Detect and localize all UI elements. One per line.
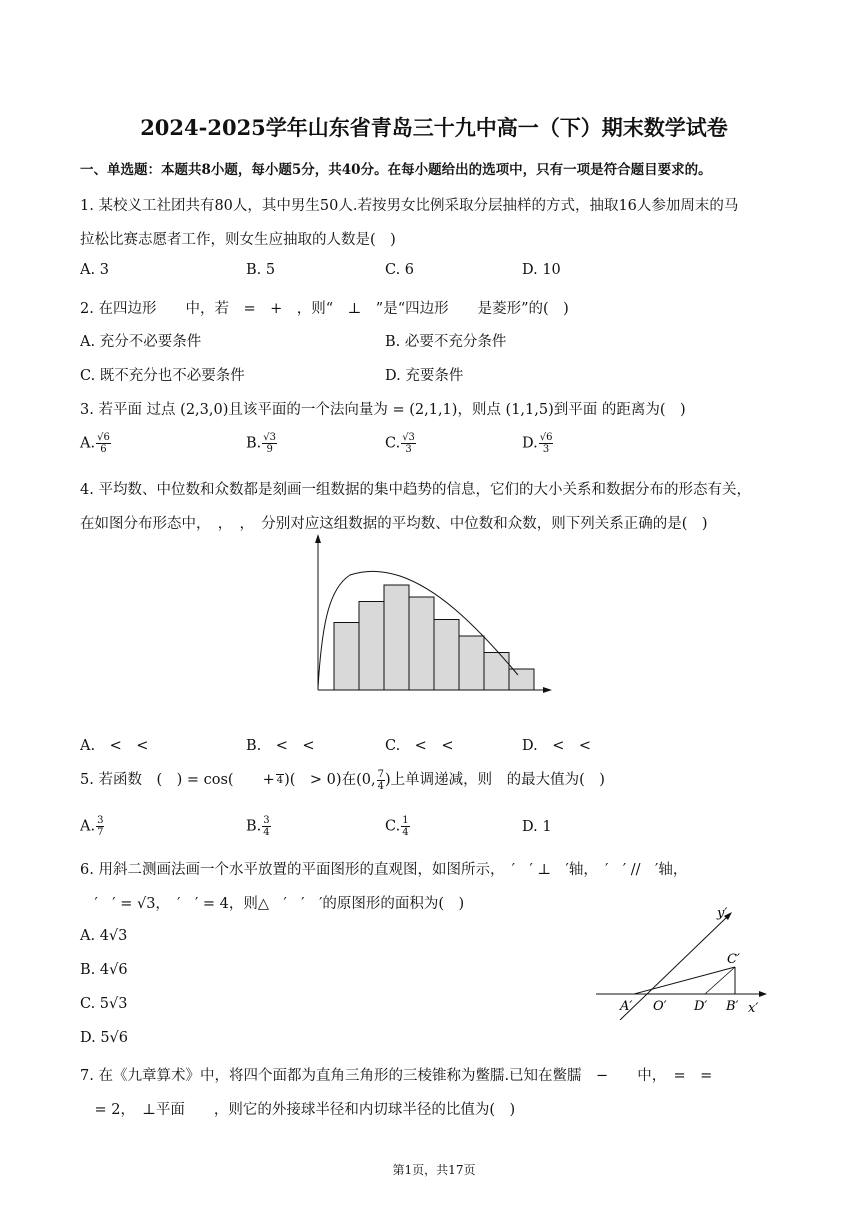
q2-line1: 2. 在四边形 中，若 = + ，则“ ⊥ ”是“四边形 是菱形”的( ): [80, 301, 569, 317]
label-d-prime: D′: [694, 999, 708, 1014]
q1-option-d: D. 10: [522, 262, 561, 278]
q5-option-b: B. $\frac{3}{4}$: [246, 815, 270, 838]
q6-option-a: A. 4√3: [80, 928, 128, 944]
q6-line2: ′ ′ = √3， ′ ′ = 4，则△ ′ ′ ′的原图形的面积为( ): [80, 896, 465, 912]
q7-line1: 7. 在《九章算术》中，将四个面都为直角三角形的三棱锥称为鳖臑.已知在鳖臑 − 中， = =: [80, 1068, 713, 1084]
q2-option-d: D. 充要条件: [385, 368, 464, 384]
q2-option-c: C. 既不充分也不必要条件: [80, 368, 245, 384]
histogram-bar: [409, 597, 434, 690]
label-b-prime: B′: [726, 999, 739, 1014]
page-title: 2024-2025学年山东省青岛三十九中高一（下）期末数学试卷: [140, 115, 728, 140]
histogram-bar: [384, 585, 409, 690]
label-a-prime: A′: [620, 999, 633, 1014]
page-footer: 第1页，共17页: [392, 1163, 476, 1177]
histogram-bar: [484, 653, 509, 691]
x-axis-arrow: [543, 687, 552, 693]
histogram-bar: [434, 620, 459, 691]
histogram-bar: [334, 623, 359, 691]
q2-option-b: B. 必要不充分条件: [385, 334, 507, 350]
y-prime-axis: [620, 916, 728, 1020]
histogram-bar: [509, 669, 534, 690]
histogram-bar: [459, 636, 484, 690]
section-heading: 一、单选题：本题共8小题，每小题5分，共40分。在每小题给出的选项中，只有一项是符合题目要求的。: [80, 162, 712, 178]
q3-option-b: B. $\frac{√3}{9}$: [246, 432, 276, 455]
q6-option-d: D. 5√6: [80, 1030, 129, 1046]
histogram-bar: [359, 602, 384, 691]
q3-option-a: A. $\frac{√6}{6}$: [80, 432, 110, 455]
q1-option-b: B. 5: [246, 262, 276, 278]
label-y-prime: y′: [717, 906, 728, 921]
y-axis-arrow: [315, 534, 321, 543]
q5-line1: 5. 若函数 ( ) = cos( + 4 )( > 0)在(0, $\frac{7}{4}$ )上单调递减，则 的最大值为( ): [80, 768, 605, 792]
q3-option-d: D. $\frac{√6}{3}$: [522, 432, 553, 455]
q3-option-c: C. $\frac{√3}{3}$: [385, 432, 415, 455]
q4-option-a: A. < <: [80, 738, 149, 754]
q4-line1: 4. 平均数、中位数和众数都是刻画一组数据的集中趋势的信息，它们的大小关系和数据分布的形态有关，: [80, 482, 751, 498]
q5-option-a: A. $\frac{3}{7}$: [80, 815, 104, 838]
q1-line1: 1. 某校义工社团共有80人，其中男生50人.若按男女比例采取分层抽样的方式，抽取16人参加周末的马: [80, 198, 739, 214]
q4-option-b: B. < <: [246, 738, 315, 754]
label-c-prime: C′: [727, 952, 740, 967]
q1-option-c: C. 6: [385, 262, 415, 278]
label-o-prime: O′: [653, 999, 667, 1014]
q7-line2: = 2， ⊥平面 ，则它的外接球半径和内切球半径的比值为( ): [80, 1102, 516, 1118]
q6-option-b: B. 4√6: [80, 962, 128, 978]
x-prime-arrow: [759, 991, 767, 997]
q4-histogram-figure: [300, 530, 560, 705]
label-x-prime: x′: [748, 1001, 759, 1016]
q4-option-c: C. < <: [385, 738, 454, 754]
q6-option-c: C. 5√3: [80, 996, 128, 1012]
q3-line1: 3. 若平面 过点 (2,3,0)且该平面的一个法向量为 = (2,1,1)，则点 (1,1,5)到平面 的距离为( ): [80, 402, 686, 418]
q5-option-d: D. 1: [522, 819, 552, 835]
q1-line2: 拉松比赛志愿者工作，则女生应抽取的人数是( ): [80, 232, 396, 248]
q4-option-d: D. < <: [522, 738, 592, 754]
q6-oblique-figure: [590, 900, 775, 1020]
q5-option-c: C. $\frac{1}{4}$: [385, 815, 409, 838]
q4-line2: 在如图分布形态中， ， ， 分别对应这组数据的平均数、中位数和众数，则下列关系正确的是( ): [80, 516, 708, 532]
q6-line1: 6. 用斜二测画法画一个水平放置的平面图形的直观图，如图所示， ′ ′ ⊥ ′轴， ′ ′ // ′轴，: [80, 862, 688, 878]
q1-option-a: A. 3: [80, 262, 109, 278]
q2-option-a: A. 充分不必要条件: [80, 334, 202, 350]
histogram-bars: [334, 585, 534, 690]
